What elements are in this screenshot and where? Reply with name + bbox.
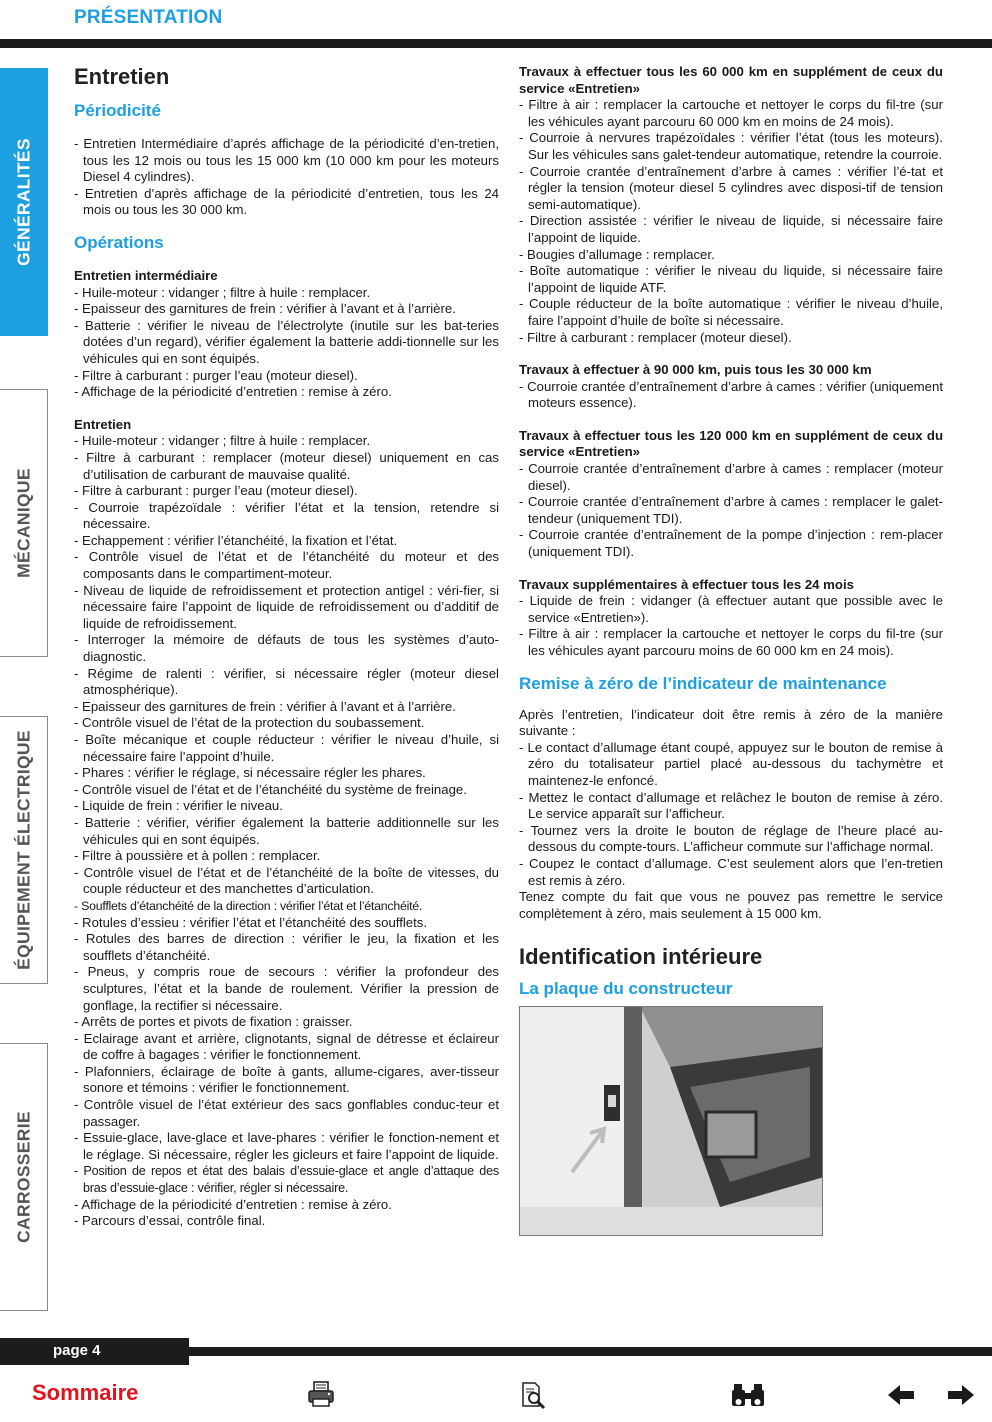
list-item: - Essuie-glace, lave-glace et lave-phares : vérifier le fonction-nement et le réglage. Si nécessaire, régler les gicleurs et faire l’appoint de liquide. <box>74 1130 499 1162</box>
printer-icon[interactable] <box>306 1380 336 1410</box>
remise-list <box>519 740 943 889</box>
list-item: - Courroie crantée d’entraînement d’arbre à cames : remplacer (moteur diesel). <box>519 461 943 493</box>
header-bar <box>0 39 992 48</box>
list-item: - Boîte automatique : vérifier le niveau du liquide, si nécessaire faire l’appoint de liquide ATF. <box>519 263 943 295</box>
list-item: - Phares : vérifier le réglage, si nécessaire régler les phares. <box>74 765 426 781</box>
list-item: - Contrôle visuel de l’état et de l’étanchéité du système de freinage. <box>74 781 467 797</box>
list-item: - Tournez vers la droite le bouton de réglage de l’heure placé au-dessous du compte-tours. L’afficheur commute sur l’affichage normal. <box>519 822 943 855</box>
t24-heading: Travaux supplémentaires à effectuer tous les 24 mois <box>519 576 854 592</box>
entretien-list <box>74 433 499 1230</box>
list-item: - Interroger la mémoire de défauts de tous les systèmes d’auto-diagnostic. <box>74 632 499 665</box>
magnifier-icon[interactable] <box>518 1380 548 1410</box>
binoculars-icon[interactable] <box>730 1380 766 1410</box>
list-item: - Affichage de la périodicité d’entretien : remise à zéro. <box>74 384 392 400</box>
list-item: - Echappement : vérifier l’étanchéité, la fixation et l’état. <box>74 532 398 548</box>
list-item: - Entretien Intermédiaire d’aprés affichage de la périodicité d’en-tretien, tous les 12 mois ou tous les 15 000 km (10 000 km pour les moteurs Diesel 4 cylindres). <box>74 136 499 185</box>
list-item: - Courroie à nervures trapézoïdales : vérifier l’état (tous les moteurs). Sur les véhicules sans galet-tendeur automatique, retendre la courroie. <box>519 130 943 162</box>
section-title: PRÉSENTATION <box>74 7 223 28</box>
list-item: - Epaisseur des garnitures de frein : vérifier à l’avant et à l’arrière. <box>74 301 456 317</box>
list-item: - Courroie crantée d’entraînement d’arbre à cames : vérifier l’é-tat et régler la tension (moteur diesel 5 cylindres avec disposi-tif de tension semi-automatique). <box>519 163 943 212</box>
list-item: - Coupez le contact d’allumage. C’est seulement alors que l’en-tretien est remis à zéro. <box>519 855 943 888</box>
list-item: - Filtre à air : remplacer la cartouche et nettoyer le corps du fil-tre (sur les véhicules ayant parcouru moins de 60 000 km en 24 mois). <box>519 626 943 658</box>
list-item: - Direction assistée : vérifier le niveau de liquide, si nécessaire faire l’appoint de liquide. <box>519 213 943 245</box>
list-item: - Liquide de frein : vidanger (à effectuer autant que possible avec le service «Entretien»). <box>519 593 943 625</box>
t60-list <box>519 97 943 346</box>
entretien-heading: Entretien <box>74 64 170 89</box>
list-item: - Filtre à air : remplacer la cartouche et nettoyer le corps du fil-tre (sur les véhicules ayant parcouru 60 000 km en moins de 24 mois). <box>519 97 943 129</box>
side-tab-label: CARROSSERIE <box>13 1111 33 1243</box>
list-item: - Liquide de frein : vérifier le niveau. <box>74 798 283 814</box>
arrow-left-icon[interactable] <box>886 1380 916 1410</box>
side-tab-carrosserie[interactable] <box>0 1043 48 1311</box>
list-item: - Rotules des barres de direction : vérifier le jeu, la fixation et les soufflets d’étanchéité. <box>74 931 499 963</box>
left-column <box>74 64 499 1230</box>
plaque-photo <box>519 1006 823 1236</box>
list-item: - Courroie crantée d’entraînement d’arbre à cames : vérifier (uniquement moteurs essence). <box>519 378 943 411</box>
list-item: - Boîte mécanique et couple réducteur : vérifier le niveau d’huile, si nécessaire faire l’appoint d’huile. <box>74 732 499 764</box>
t90-list <box>519 379 943 412</box>
list-item: - Filtre à carburant : purger l’eau (moteur diesel). <box>74 367 358 383</box>
side-tab-label: ÉQUIPEMENT ÉLECTRIQUE <box>13 730 33 970</box>
intermediaire-heading: Entretien intermédiaire <box>74 267 218 283</box>
list-item: - Filtre à poussière et à pollen : remplacer. <box>74 848 321 864</box>
list-item: - Régime de ralenti : vérifier, si nécessaire régler (moteur diesel atmosphérique). <box>74 665 499 698</box>
plaque-photo-drawing <box>520 1007 823 1236</box>
remise-intro: Après l’entretien, l’indicateur doit être remis à zéro de la manière suivante : <box>519 706 943 739</box>
list-item: - Contrôle visuel de l’état de la protection du soubassement. <box>74 715 425 731</box>
list-item: - Le contact d’allumage étant coupé, appuyez sur le bouton de remise à zéro du totalisateur partiel placé au-dessous du tachymètre et maintenez-le enfoncé. <box>519 739 943 788</box>
list-item: - Filtre à carburant : purger l’eau (moteur diesel). <box>74 483 358 499</box>
list-item: - Batterie : vérifier le niveau de l’électrolyte (inutile sur les bat-teries dotées d’un regard), vérifier également la batterie addi-tionnelle sur les véhicules qui en sont équipés. <box>74 317 499 366</box>
remise-heading: Remise à zéro de l’indicateur de maintenance <box>519 673 887 693</box>
list-item: - Epaisseur des garnitures de frein : vérifier à l’avant et à l’arrière. <box>74 698 456 714</box>
list-item: - Position de repos et état des balais d’essuie-glace et angle d’attaque des bras d’essuie-glace : vérifier, régler si nécessaire. <box>74 1164 499 1196</box>
list-item: - Courroie crantée d’entraînement d’arbre à cames : remplacer le galet-tendeur (uniquement TDI). <box>519 494 943 526</box>
footer-bar <box>189 1347 992 1356</box>
list-item: - Plafonniers, éclairage de boîte à gants, allume-cigares, aver-tisseur sonore et témoins : vérifier le fonctionnement. <box>74 1063 499 1096</box>
list-item: - Contrôle visuel de l’état et de l’étanchéité du moteur et des composants dans le compartiment-moteur. <box>74 549 499 582</box>
list-item: - Entretien d’après affichage de la périodicité d’entretien, tous les 24 mois ou tous les 30 000 km. <box>74 185 499 218</box>
intermediaire-list <box>74 285 499 401</box>
list-item: - Filtre à carburant : remplacer (moteur diesel). <box>519 329 792 345</box>
list-item: - Pneus, y compris roue de secours : vérifier la profondeur des sculptures, l’état et la bande de roulement. Vérifier la pression de gonflage, la rectifier si nécessaire. <box>74 964 499 1013</box>
page-number: page 4 <box>53 1342 101 1359</box>
list-item: - Rotules d’essieu : vérifier l’état et l’étanchéité des soufflets. <box>74 914 428 930</box>
sommaire-link[interactable]: Sommaire <box>32 1380 139 1405</box>
page-number-tab <box>0 1338 189 1365</box>
arrow-right-icon[interactable] <box>946 1380 976 1410</box>
list-item: - Mettez le contact d’allumage et relâchez le bouton de remise à zéro. Le service apparaît sur l’afficheur. <box>519 789 943 822</box>
list-item: - Affichage de la périodicité d’entretien : remise à zéro. <box>74 1196 392 1212</box>
list-item: - Soufflets d’étanchéité de la direction : vérifier l’état et l’étanchéité. <box>74 898 423 913</box>
list-item: - Arrêts de portes et pivots de fixation : graisser. <box>74 1014 353 1030</box>
list-item: - Niveau de liquide de refroidissement et protection antigel : véri-fier, si nécessaire faire l’appoint de liquide de refroidissement ou d’additif de liquide de refroidissement. <box>74 582 499 631</box>
remise-note: Tenez compte du fait que vous ne pouvez pas remettre le service complètement à zéro, mais seulement à 15 000 km. <box>519 889 943 921</box>
t120-list <box>519 461 943 561</box>
periodicite-heading: Périodicité <box>74 101 161 120</box>
t60-heading: Travaux à effectuer tous les 60 000 km en supplément de ceux du service «Entretien» <box>519 64 943 96</box>
plaque-heading: La plaque du constructeur <box>519 979 733 999</box>
list-item: - Parcours d’essai, contrôle final. <box>74 1213 266 1229</box>
side-tab-label: MÉCANIQUE <box>13 468 33 578</box>
list-item: - Batterie : vérifier, vérifier également la batterie additionnelle sur les véhicules qui en sont équipés. <box>74 814 499 847</box>
list-item: - Contrôle visuel de l’état et de l’étanchéité de la boîte de vitesses, du couple réducteur et des manchettes d’articulation. <box>74 864 499 897</box>
list-item: - Contrôle visuel de l’état extérieur des sacs gonflables conduc-teur et passager. <box>74 1097 499 1129</box>
list-item: - Courroie trapézoïdale : vérifier l’état et la tension, retendre si nécessaire. <box>74 499 499 532</box>
list-item: - Huile-moteur : vidanger ; filtre à huile : remplacer. <box>74 433 371 449</box>
list-item: - Huile-moteur : vidanger ; filtre à huile : remplacer. <box>74 284 371 300</box>
right-column <box>519 64 943 1236</box>
operations-heading: Opérations <box>74 232 164 252</box>
list-item: - Courroie crantée d’entraînement de la pompe d’injection : rem-placer (uniquement TDI). <box>519 527 943 560</box>
side-tab-label: GÉNÉRALITÉS <box>13 138 33 266</box>
side-tab-equipement-electrique[interactable] <box>0 716 48 984</box>
t90-heading: Travaux à effectuer à 90 000 km, puis tous les 30 000 km <box>519 362 872 378</box>
list-item: - Bougies d’allumage : remplacer. <box>519 246 715 262</box>
entretien-subheading: Entretien <box>74 416 132 432</box>
periodicite-list <box>74 136 499 219</box>
list-item: - Filtre à carburant : remplacer (moteur diesel) uniquement en cas d’utilisation de carburant de mauvaise qualité. <box>74 449 499 482</box>
side-tab-generalites[interactable] <box>0 68 48 336</box>
list-item: - Eclairage avant et arrière, clignotants, signal de détresse et éclaireur de coffre à bagages : vérifier le fonctionnement. <box>74 1030 499 1063</box>
t24-list <box>519 593 943 659</box>
t120-heading: Travaux à effectuer tous les 120 000 km en supplément de ceux du service «Entretien» <box>519 427 943 460</box>
side-tab-mecanique[interactable] <box>0 389 48 657</box>
list-item: - Couple réducteur de la boîte automatique : vérifier le niveau d’huile, faire l’appoint d’huile de boîte si nécessaire. <box>519 296 943 328</box>
identification-heading: Identification intérieure <box>519 944 763 970</box>
